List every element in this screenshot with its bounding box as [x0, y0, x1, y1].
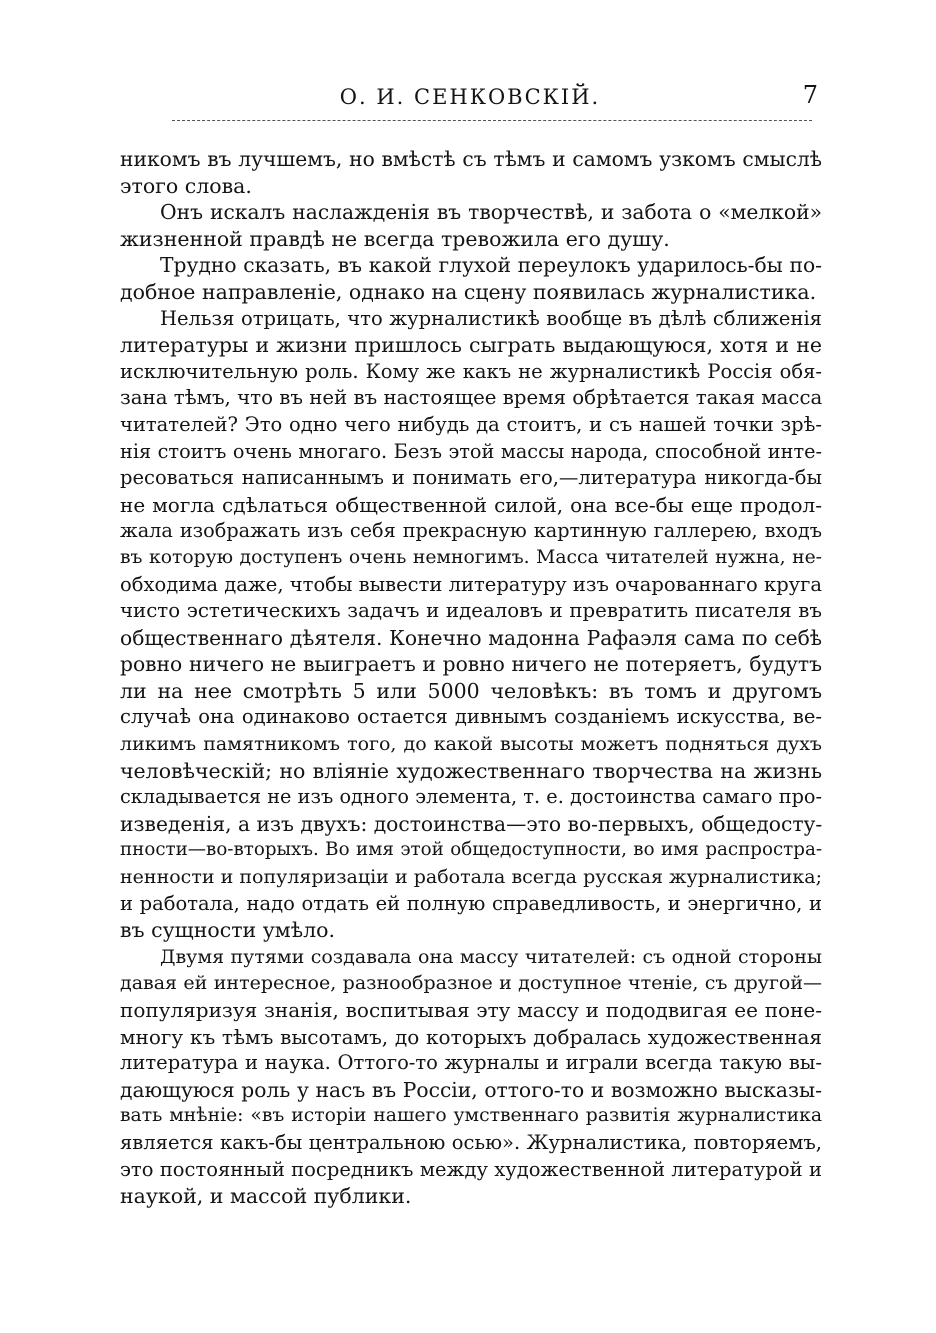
text-line: литература и наука. Оттого-то журналы и играли всегда такую вы- [120, 1051, 822, 1075]
text-line: складывается не изъ одного элемента, т. е. достоинства самаго про- [120, 785, 822, 809]
text-line: наукой, и массой публики. [120, 1184, 412, 1209]
text-line: нія стоитъ очень многаго. Безъ этой массы народа, способной инте- [120, 439, 822, 463]
text-line: многу къ тѣмъ высотамъ, до которыхъ добралась художественная [120, 1024, 822, 1049]
text-line: добное направленіе, однако на сцену появилась журналистика. [120, 279, 817, 304]
text-line: вать мнѣніе: «въ исторіи нашего умственнаго развитія журналистика [120, 1105, 822, 1127]
text-line: и работала, надо отдать ей полную справедливость, и энергично, и [120, 891, 822, 915]
text-line: популяризуя знанія, воспитывая эту массу и пододвигая ее поне- [120, 998, 822, 1022]
text-line: ресоваться написаннымъ и понимать его,—литература никогда-бы [120, 466, 822, 490]
text-line: читателей? Это одно чего нибудь да стоитъ, и съ нашей точки зрѣ- [120, 412, 822, 436]
text-line: человѣческій; но вліяніе художественнаго творчества на жизнь [120, 758, 822, 783]
text-line: жала изображать изъ себя прекрасную картинную галлерею, входъ [120, 519, 822, 543]
text-line: дающуюся роль у насъ въ Россіи, оттого-то и возможно высказы- [120, 1077, 822, 1102]
text-line: ненности и популяризаціи и работала всегда русская журналистика; [120, 866, 822, 889]
text-line: ли на нее смотрѣть 5 или 5000 человѣкъ: въ томъ и другомъ [120, 678, 822, 703]
text-line: въ которую доступенъ очень немногимъ. Масса читателей нужна, не- [120, 546, 822, 568]
text-line: ликимъ памятникомъ того, до какой высоты можетъ подняться духъ [120, 733, 822, 756]
text-line: ровно ничего не выиграетъ и ровно ничего не потеряетъ, будутъ [120, 652, 822, 677]
text-line: литературы и жизни пришлось сыграть выдающуюся, хотя и не [120, 333, 822, 358]
text-line: не могла сдѣлаться общественной силой, она все-бы еще продол- [120, 492, 822, 517]
text-line: Нельзя отрицать, что журналистикѣ вообще въ дѣлѣ сближенія [160, 306, 822, 330]
text-line: Двумя путями создавала она массу читателей: съ одной стороны [160, 945, 822, 968]
text-line: въ сущности умѣло. [120, 918, 335, 943]
running-head-title: О. И. СЕНКОВСКІЙ. [339, 85, 601, 109]
text-line: чисто эстетическихъ задачъ и идеаловъ и превратить писателя въ [120, 599, 822, 623]
body-text [120, 146, 822, 1210]
text-line: давая ей интересное, разнообразное и доступное чтеніе, съ другой— [120, 972, 822, 995]
text-line: является какъ-бы центральною осью». Журналистика, повторяемъ, [120, 1130, 822, 1154]
text-line: зана тѣмъ, что въ ней въ настоящее время обрѣтается такая масса [120, 386, 822, 410]
text-line: исключительную роль. Кому же какъ не журналистикѣ Россія обя- [120, 359, 822, 383]
text-line: этого слова. [120, 173, 252, 198]
running-head [120, 82, 820, 112]
text-line: это постоянный посредникъ между художественной литературой и [120, 1157, 822, 1181]
text-line: пности—во-вторыхъ. Во имя этой общедоступности, во имя распростра- [120, 839, 822, 861]
page-number: 7 [802, 81, 818, 109]
text-line: никомъ въ лучшемъ, но вмѣстѣ съ тѣмъ и самомъ узкомъ смыслѣ [120, 147, 822, 171]
text-line: случаѣ она одинаково остается дивнымъ созданіемъ искусства, ве- [120, 705, 822, 729]
text-line: общественнаго дѣятеля. Конечно мадонна Рафаэля сама по себѣ [120, 625, 822, 650]
text-line: Трудно сказать, въ какой глухой переулокъ ударилось-бы по- [160, 253, 822, 278]
text-line: Онъ искалъ наслажденія въ творчествѣ, и забота о «мелкой» [160, 200, 822, 225]
header-rule [172, 120, 812, 121]
text-line: жизненной правдѣ не всегда тревожила его душу. [120, 226, 670, 251]
text-line: изведенія, а изъ двухъ: достоинства—это во-первыхъ, общедосту- [120, 811, 822, 836]
text-line: обходима даже, чтобы вывести литературу изъ очарованнаго круга [120, 572, 822, 596]
